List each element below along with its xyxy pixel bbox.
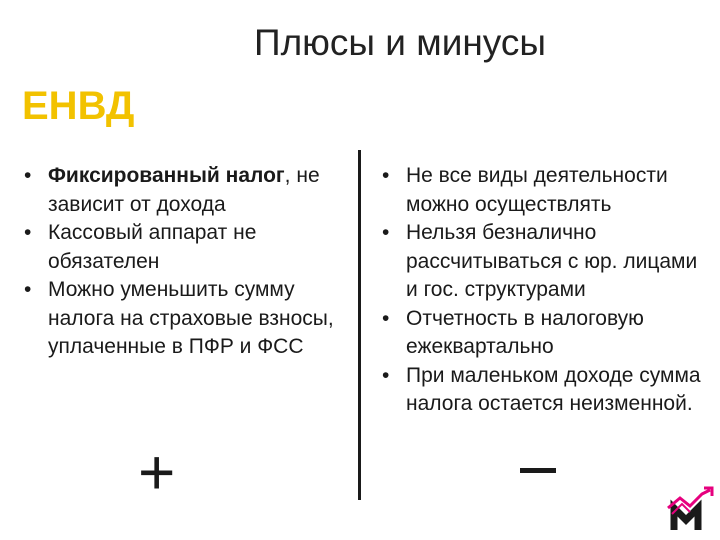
page-title: Плюсы и минусы <box>254 22 546 63</box>
cons-item: • Нельзя безналично рассчитываться с юр. лицами и гос. структурами <box>382 219 712 305</box>
pros-item-text: Можно уменьшить сумму налога на страховые взносы, уплаченные в ПФР и ФСС <box>48 278 334 358</box>
page-subtitle: ЕНВД <box>22 84 135 128</box>
pros-item <box>24 162 354 219</box>
pros-item-text: , не зависит от дохода <box>48 164 320 216</box>
pros-item-bold: Фиксированный налог <box>48 164 285 187</box>
cons-item: • Не все виды деятельности можно осуществлять <box>382 162 712 219</box>
minus-sign <box>520 468 556 473</box>
pros-item <box>24 276 354 362</box>
pros-item <box>24 219 354 276</box>
column-divider <box>358 150 361 500</box>
pros-column <box>24 162 354 362</box>
plus-sign: + <box>138 436 176 508</box>
cons-item: • Отчетность в налоговую ежеквартально <box>382 305 712 362</box>
m-growth-logo-icon <box>664 486 716 532</box>
cons-column <box>382 162 712 419</box>
pros-item-text: Кассовый аппарат не обязателен <box>48 221 257 273</box>
cons-item: • При маленьком доходе сумма налога остается неизменной. <box>382 362 712 419</box>
